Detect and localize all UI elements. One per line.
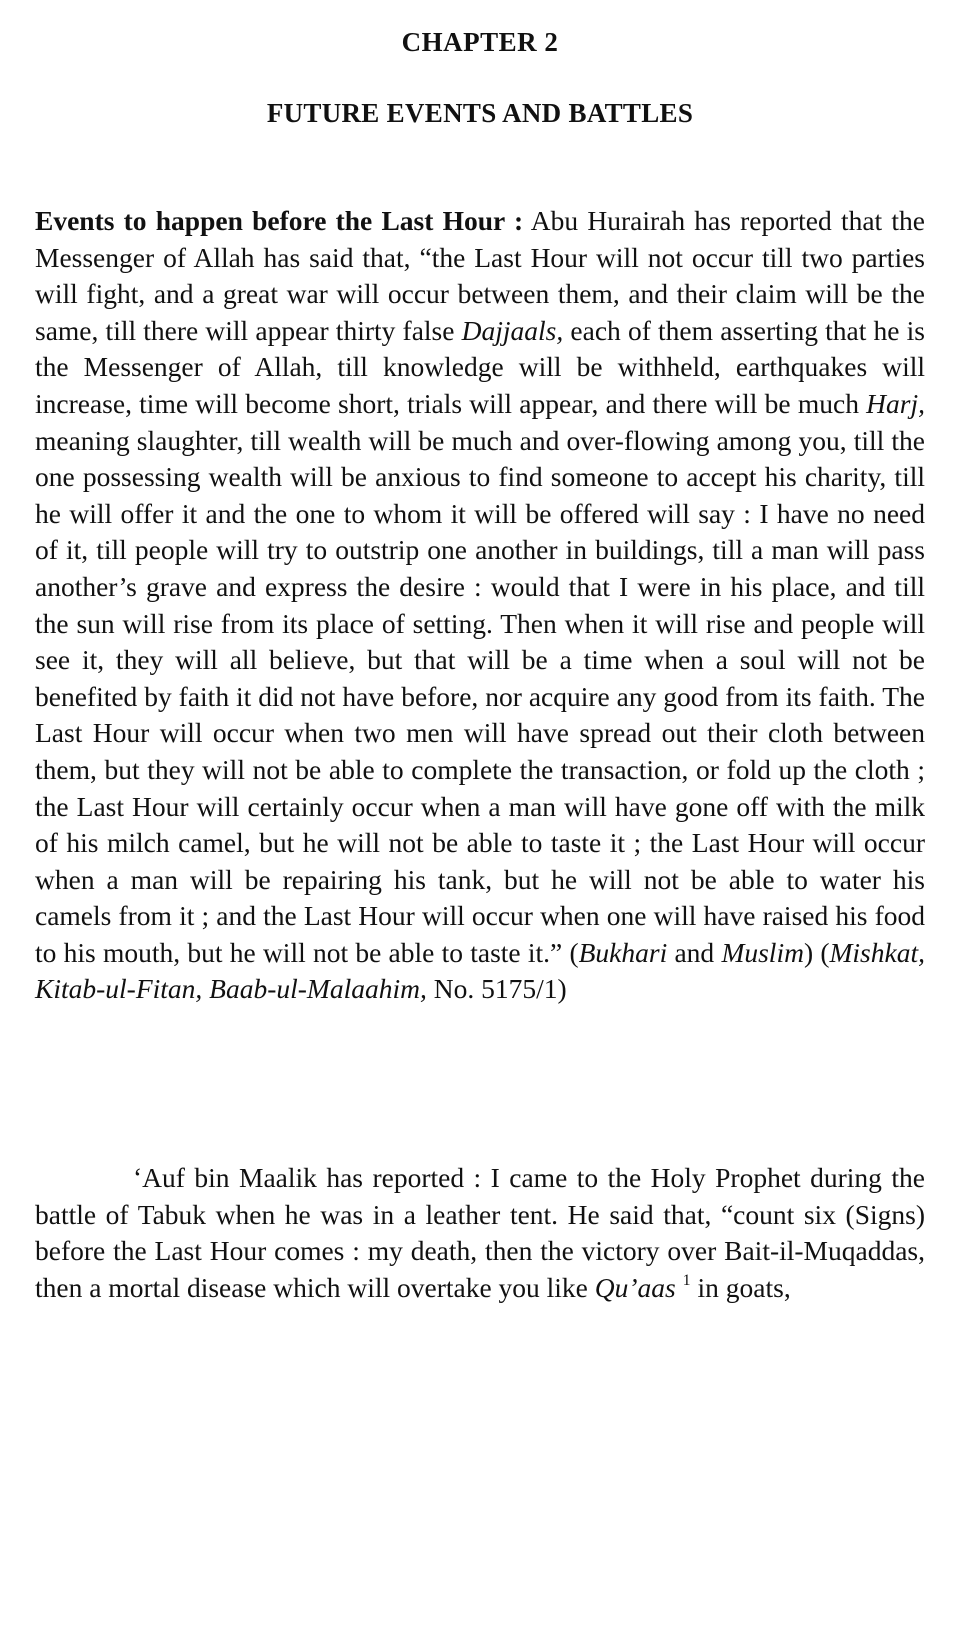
italic-term-quaas: Qu’aas — [594, 1271, 676, 1303]
paragraph-text: each of them asserting that he is the Messenger of Allah, till knowledge will be withheld, earthquakes will increase, time will become short, trials will appear, and there will be much — [35, 314, 925, 419]
italic-term-harj: Harj, — [866, 387, 925, 419]
citation-punct: and — [667, 936, 722, 968]
chapter-title: FUTURE EVENTS AND BATTLES — [266, 98, 694, 128]
paragraph-text: in goats, — [690, 1271, 791, 1303]
paragraph-text: meaning slaughter, till wealth will be much and over-flowing among you, till the one possessing wealth will be anxious to find someone to accept his charity, till he will offer it and the one to whom it will be offered will say : I have no need of it, till people will try to outstrip one another in buildings, till a man will pass another’s grave and express the desire : would that I were in his place, and till the sun will rise from its place of setting. Then when it will rise and people will see it, they will all believe, but that will be a time when a soul will not be benefited by faith it did not have before, nor acquire any good from its faith. The Last Hour will occur when two men will have spread out their cloth between them, but they will not be able to complete the transaction, or fold up the cloth ; the Last Hour will certainly occur when a man will have gone off with the milk of his milch camel, but he will not be able to taste it ; the Last Hour will occur when a man will be repairing his tank, but he will not be able to water his camels from it ; and the Last Hour will occur when one will have raised his food to his mouth, but he will not be able to taste it.” — [35, 424, 925, 968]
citation-bukhari: Bukhari — [578, 936, 668, 968]
italic-term-dajjaals: Dajjaals, — [461, 314, 564, 346]
citation-muslim: Muslim — [721, 936, 804, 968]
chapter-number: CHAPTER 2 — [401, 27, 559, 57]
paragraph-auf-bin-maalik — [35, 1160, 925, 1306]
paragraph-events-before-last-hour — [35, 203, 925, 1008]
paragraph-text: Abu Hurairah has reported that the Messenger of Allah has said that, “the Last Hour will not occur till two parties will fight, and a great war will occur between them, and their claim will be the same, till there will appear thirty false — [35, 205, 925, 346]
citation-punct: ( — [562, 936, 579, 968]
footnote-marker[interactable]: 1 — [682, 1271, 691, 1289]
citation-punct: ) ( — [803, 936, 830, 968]
paragraph-text: ‘Auf bin Maalik has reported : I came to the Holy Prophet during the battle of Tabuk when he was in a leather tent. He said that, “count six (Signs) before the Last Hour comes : my death, then the victory over Bait-il-Muqaddas, then a mortal disease which will overtake you like — [35, 1162, 925, 1303]
citation-source: Mishkat, Kitab-ul-Fitan, Baab-ul-Malaahim, — [35, 936, 925, 1005]
paragraph-lead-heading: Events to happen before the Last Hour : — [35, 205, 524, 236]
citation-number: No. 5175/1) — [426, 973, 567, 1005]
